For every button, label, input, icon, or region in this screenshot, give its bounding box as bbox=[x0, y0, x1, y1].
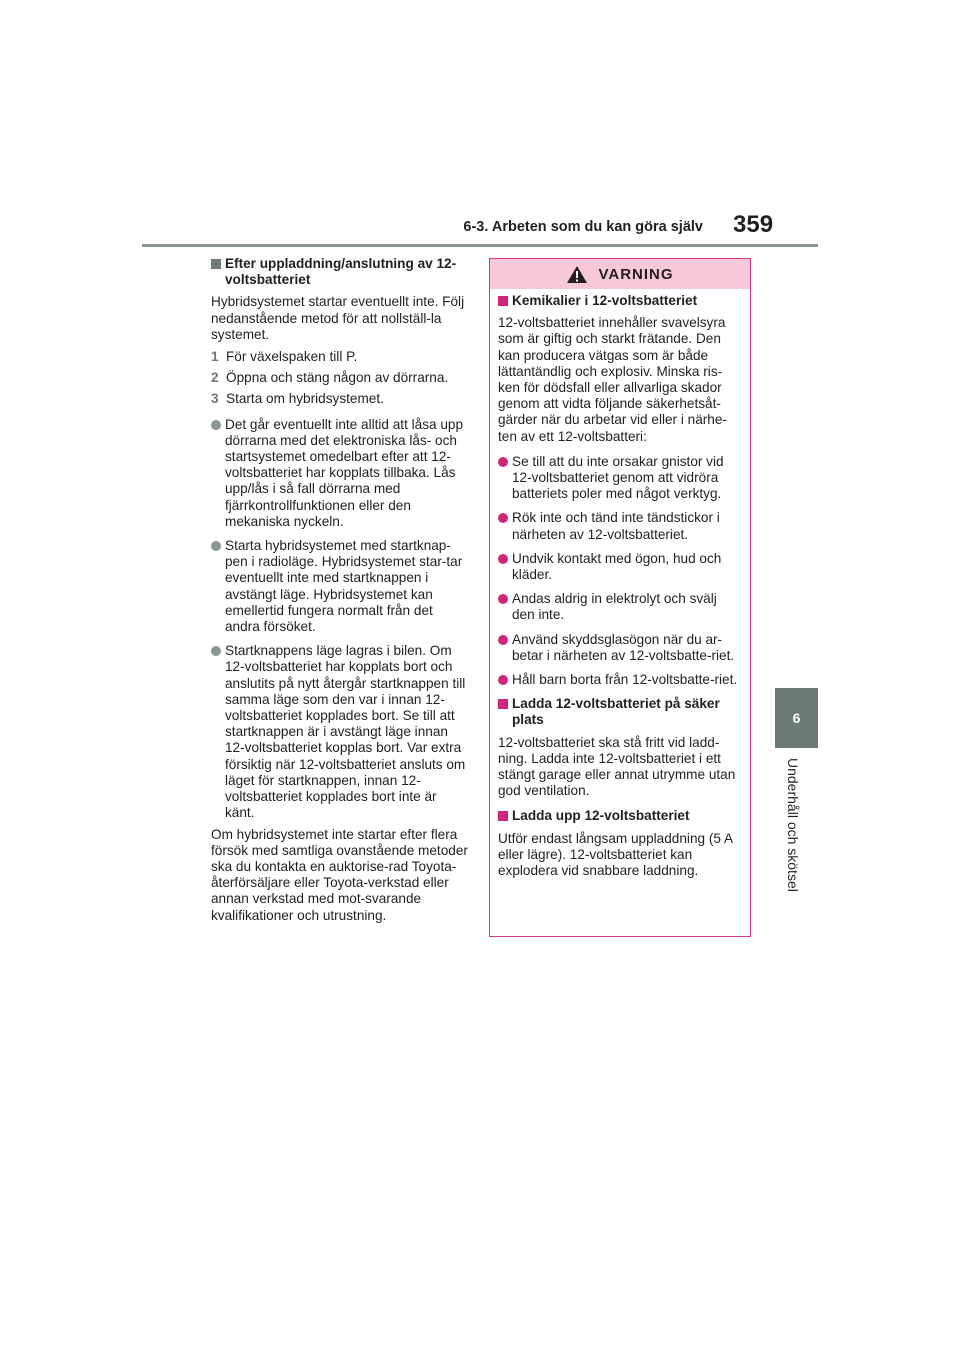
left-column bbox=[211, 256, 469, 930]
note-bullet bbox=[211, 417, 469, 530]
warning-heading-text: Kemikalier i 12-voltsbatteriet bbox=[512, 293, 698, 308]
warning-heading bbox=[498, 293, 742, 309]
warning-bullet bbox=[498, 632, 742, 664]
note-text: Startknappens läge lagras i bilen. Om 12-voltsbatteriet har kopplats bort och anslutits på nytt återgår startknappen till samma läge som den var i innan 12-voltsbatteriet kopplades bort. Se till att startknappen är i avstängt läge innan 12-voltsbatteriet kopplas bort. Var extra försiktig när 12-voltsbatteriet ansluts om läget för startknappen, innan 12-voltsbatteriet kopplades bort inte är känt. bbox=[225, 643, 466, 821]
round-bullet-icon bbox=[211, 646, 221, 656]
warning-bullet bbox=[498, 551, 742, 583]
warning-heading bbox=[498, 696, 742, 728]
warning-bullet-text: Undvik kontakt med ögon, hud och kläder. bbox=[512, 550, 722, 583]
round-bullet-icon bbox=[498, 554, 508, 564]
warning-bullet-text: Se till att du inte orsakar gnistor vid 12-voltsbatteriet genom att vidröra batteriets poler med något verktyg. bbox=[512, 453, 724, 502]
round-bullet-icon bbox=[211, 420, 221, 430]
square-bullet-icon bbox=[211, 259, 221, 269]
warning-header bbox=[490, 259, 750, 289]
warning-bullet-text: Använd skyddsglasögon när du ar-betar i närheten av 12-voltsbatte-riet. bbox=[512, 631, 735, 663]
subsection-heading bbox=[211, 256, 469, 288]
warning-title: VARNING bbox=[598, 265, 674, 283]
round-bullet-icon bbox=[498, 457, 508, 467]
closing-paragraph: Om hybridsystemet inte startar efter flera försök med samtliga ovanstående metoder ska du kontakta en auktorise-rad Toyota-återförsäljare eller Toyota-verkstad eller annan verkstad med mot-svarande kvalifikationer och utrustning. bbox=[211, 826, 468, 923]
warning-heading bbox=[498, 808, 742, 824]
warning-bullet-text: Andas aldrig in elektrolyt och svälj den inte. bbox=[512, 591, 717, 623]
warning-box bbox=[489, 258, 751, 937]
square-bullet-icon bbox=[498, 296, 508, 306]
warning-heading-text: Ladda 12-voltsbatteriet på säker plats bbox=[512, 696, 720, 728]
intro-paragraph: Hybridsystemet startar eventuellt inte. Följ nedanstående metod för att nollställ-la systemet. bbox=[211, 294, 465, 342]
step-item bbox=[211, 391, 469, 407]
warning-body bbox=[490, 289, 750, 879]
warning-bullet-text: Rök inte och tänd inte tändstickor i närheten av 12-voltsbatteriet. bbox=[512, 510, 720, 542]
step-text: För växelspaken till P. bbox=[226, 349, 358, 365]
chapter-tab[interactable] bbox=[775, 688, 818, 748]
note-text: Det går eventuellt inte alltid att låsa upp dörrarna med det elektroniska lås- och startsystemet omedelbart efter att 12-voltsbatteriet har kopplats tillbaka. Lås upp/lås i så fall dörrarna med fjärrkontrollfunktionen eller den mekaniska nyckeln. bbox=[225, 416, 464, 529]
warning-paragraph: Utför endast långsam uppladdning (5 A eller lägre). 12-voltsbatteriet kan explodera vid snabbare laddning. bbox=[498, 830, 733, 879]
step-item bbox=[211, 349, 469, 365]
warning-bullet-text: Håll barn borta från 12-voltsbatte-riet. bbox=[512, 672, 738, 688]
warning-paragraph: 12-voltsbatteriet innehåller svavelsyra som är giftig och starkt frätande. Den kan producera vätgas som är både lättantändlig och explosiv. Minska ris-ken för dödsfall eller allvarliga skador genom att vidta följande säkerhetsåt-gärder när du arbetar vid eller i närhe-ten av ett 12-voltsbatteri: bbox=[498, 315, 727, 444]
warning-bullet bbox=[498, 510, 742, 542]
step-number: 3 bbox=[211, 391, 219, 407]
warning-bullet bbox=[498, 591, 742, 623]
page-number: 359 bbox=[733, 211, 774, 238]
note-text: Starta hybridsystemet med startknap-pen i radioläge. Hybridsystemet star-tar eventuellt inte med startknappen i avstängt läge. Hybridsystemet kan emellertid fungera normalt från det andra försöket. bbox=[225, 538, 463, 635]
note-bullet bbox=[211, 538, 469, 635]
warning-paragraph: 12-voltsbatteriet ska stå fritt vid ladd-ning. Ladda inte 12-voltsbatteriet i ett stängt garage eller annat utrymme utan god ventilation. bbox=[498, 734, 736, 799]
step-item bbox=[211, 370, 469, 386]
section-title: 6-3. Arbeten som du kan göra själv bbox=[463, 219, 703, 235]
round-bullet-icon bbox=[211, 541, 221, 551]
note-bullet bbox=[211, 643, 469, 821]
step-text: Starta om hybridsystemet. bbox=[226, 391, 384, 407]
square-bullet-icon bbox=[498, 699, 508, 709]
square-bullet-icon bbox=[498, 811, 508, 821]
warning-triangle-icon bbox=[566, 265, 588, 284]
step-text: Öppna och stäng någon av dörrarna. bbox=[226, 370, 449, 386]
round-bullet-icon bbox=[498, 594, 508, 604]
chapter-number: 6 bbox=[792, 710, 801, 726]
step-number: 1 bbox=[211, 349, 219, 365]
warning-bullet bbox=[498, 454, 742, 503]
chapter-label: Underhåll och skötsel bbox=[785, 758, 801, 892]
round-bullet-icon bbox=[498, 675, 508, 685]
warning-heading-text: Ladda upp 12-voltsbatteriet bbox=[512, 808, 690, 824]
round-bullet-icon bbox=[498, 513, 508, 523]
header-divider bbox=[142, 244, 818, 247]
step-number: 2 bbox=[211, 370, 219, 386]
subsection-heading-text: Efter uppladdning/anslutning av 12-voltsbatteriet bbox=[225, 256, 457, 288]
round-bullet-icon bbox=[498, 635, 508, 645]
warning-bullet bbox=[498, 672, 742, 688]
